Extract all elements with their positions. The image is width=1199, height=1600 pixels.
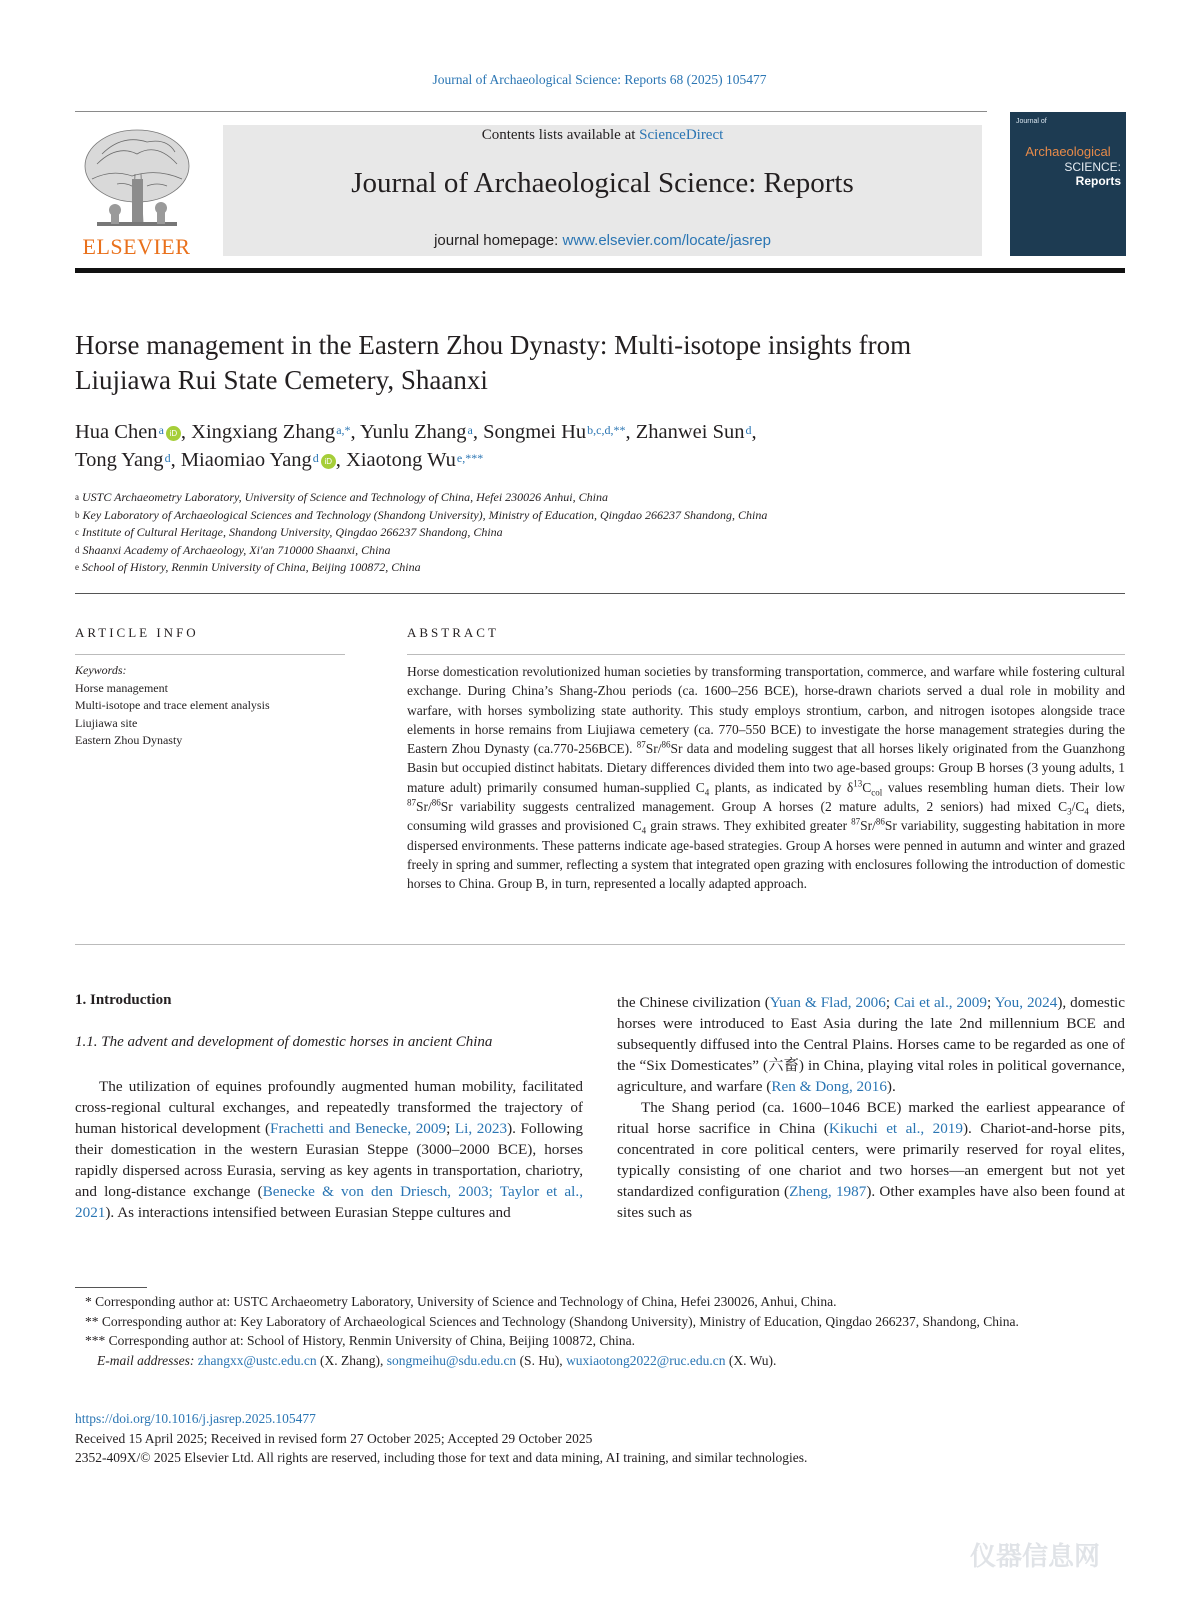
journal-name: Journal of Archaeological Science: Reports (351, 167, 854, 199)
abstract-heading: ABSTRACT (407, 625, 499, 640)
article-info-rule (75, 654, 345, 655)
doi-link[interactable]: https://doi.org/10.1016/j.jasrep.2025.105477 (75, 1411, 316, 1426)
email-link[interactable]: songmeihu@sdu.edu.cn (386, 1352, 517, 1368)
paragraph: the Chinese civilization (Yuan & Flad, 2006; Cai et al., 2009; You, 2024), domestic horses were introduced to East Asia during the late 2nd millennium BCE and subsequently diffused into the Central Plains. Horses came to be regarded as one of the “Six Domesticates” (六畜) in China, playing vital roles in political governance, agriculture, and warfare (Ren & Dong, 2016). (617, 994, 1125, 1095)
section-heading-introduction: 1. Introduction (75, 992, 172, 1008)
elsevier-tree-icon (77, 124, 196, 232)
citation-link[interactable]: Frachetti and Benecke, 2009 (270, 1120, 447, 1137)
author-songmei-hu[interactable]: Songmei Hu$^{b,c,d,**}$ (483, 421, 626, 443)
journal-masthead (223, 125, 982, 256)
citation-link[interactable]: Benecke & von den Driesch, 2003; Taylor et al., 2021 (75, 1183, 583, 1221)
sciencedirect-link[interactable]: ScienceDirect (639, 127, 724, 143)
contents-line (223, 127, 982, 144)
elsevier-wordmark: ELSEVIER (82, 234, 191, 259)
author-list: Hua Chen$^a$ iD , Xingxiang Zhang$^{a,*}$, Yunlu Zhang$^a$, Songmei Hu$^{b,c,d,**}$, Zhanwei Sun$^d$, Tong Yang$^d$, Miaomiao Yang$^d$ iD , Xiaotong Wu$^{e,***}$ (75, 421, 757, 471)
received-dates: Received 15 April 2025; Received in revised form 27 October 2025; Accepted 29 October 2025 (75, 1430, 593, 1446)
affiliation-d: $^d$ Shaanxi Academy of Archaeology, Xi'an 710000 Shaanxi, China (75, 542, 391, 557)
author-zhanwei-sun[interactable]: Zhanwei Sun$^d$ (635, 421, 752, 443)
abstract-body: Horse domestication revolutionized human societies by transforming transportation, commerce, and warfare while fostering cultural exchange. During China’s Shang-Zhou periods (ca. 1600–256 BCE), horse-drawn chariots served a dual role in mobility and warfare, with horses symbolizing state authority. This study employs strontium, carbon, and nitrogen isotopes alongside trace elements in horse remains from Liujiawa cemetery (ca. 770–550 BCE) to investigate the horse management strategies during the Eastern Zhou Dynasty (ca.770-256BCE). $^{87}$Sr/$^{86}$Sr data and modeling suggest that all horses likely originated from the Guanzhong Basin but occupied distinct habitats. Dietary differences divided them into two age-based groups: Group B horses (3 young adults, 1 mature adult) primarily consumed human-supplied $C_4$ plants, as indicated by $\delta^{13}C_{col}$ values resembling human diets. Their low $^{87}$Sr/$^{86}$Sr variability suggests centralized management. Group A horses (2 mature adults, 2 seniors) had mixed $C_3/C_4$ diets, consuming wild grasses and provisioned $C_4$ grain straws. They exhibited greater $^{87}$Sr/$^{86}$Sr variability, suggesting habitation in more dispersed environments. These patterns indicate age-based strategies. Group A horses were penned in autumn and winter and grazed freely in spring and summer, reflecting a system that integrated open grazing with enclosures following the introduction of domestic horses to China. Group B, in turn, represented a locally adapted approach. (407, 664, 1125, 892)
author-tong-yang[interactable]: Tong Yang$^d$ (75, 449, 171, 471)
citation-link[interactable]: Kikuchi et al., 2019 (828, 1120, 963, 1137)
copyright-line: 2352-409X/© 2025 Elsevier Ltd. All rights are reserved, including those for text and data mining, AI training, and similar technologies. (75, 1450, 808, 1465)
watermark-logo: 仪器信息网 (970, 1542, 1101, 1572)
footnotes (75, 1292, 1125, 1370)
keyword-item: Liujiawa site (75, 715, 138, 730)
keywords-label: Keywords: (75, 663, 127, 677)
abstract-rule (407, 654, 1125, 655)
publication-info (75, 1409, 1125, 1468)
footnote-2: ** Corresponding author at: Key Laboratory of Archaeological Sciences and Technology (Shandong University), Ministry of Education, Qingdao 266237, Shandong, China. (85, 1313, 1019, 1329)
elsevier-logo[interactable] (75, 124, 198, 262)
affiliation-a: $^a$ USTC Archaeometry Laboratory, University of Science and Technology of China, Hefei 230026 Anhui, China (75, 490, 608, 504)
affiliation-c: $^c$ Institute of Cultural Heritage, Shandong University, Qingdao 266237 Shandong, China (75, 525, 503, 539)
author-xingxiang-zhang[interactable]: Xingxiang Zhang$^{a,*}$ (191, 421, 351, 443)
article-info-heading: ARTICLE INFO (75, 625, 199, 640)
paragraph: The Shang period (ca. 1600–1046 BCE) marked the earliest appearance of ritual horse sacrifice in China (Kikuchi et al., 2019). Chariot-and-horse pits, concentrated in core political centers, were primarily reserved for royal elites, typically consisting of one chariot and two horses—an emergent but not yet standardized configuration (Zheng, 1987). Other examples have also been found at sites such as (617, 1099, 1125, 1221)
affiliation-rule (75, 593, 1125, 594)
author-miaomiao-yang[interactable]: Miaomiao Yang$^d$ iD (181, 449, 336, 471)
journal-citation-link[interactable]: Journal of Archaeological Science: Reports 68 (2025) 105477 (432, 72, 767, 87)
keyword-item: Multi-isotope and trace element analysis (75, 698, 270, 712)
citation-link[interactable]: Zheng, 1987 (789, 1183, 867, 1200)
contents-prefix: Contents lists available at (481, 127, 640, 143)
keyword-item: Horse management (75, 680, 168, 695)
author-hua-chen[interactable]: Hua Chen$^a$ iD (75, 421, 181, 443)
cover-line-4: Reports (1075, 174, 1121, 188)
affiliations (75, 489, 1125, 577)
citation-link[interactable]: You, 2024 (994, 994, 1058, 1011)
author-yunlu-zhang[interactable]: Yunlu Zhang$^a$ (360, 421, 473, 443)
homepage-line (223, 232, 982, 249)
header-rule (75, 111, 987, 112)
intro-right-column (617, 992, 1125, 1223)
citation-link[interactable]: Li, 2023 (454, 1120, 508, 1137)
article-title: Horse management in the Eastern Zhou Dynasty: Multi-isotope insights from Liujiawa Rui State Cemetery, Shaanxi (75, 330, 912, 395)
journal-cover-thumbnail[interactable] (1010, 112, 1126, 256)
cover-line-3: SCIENCE: (1064, 160, 1121, 174)
email-link[interactable]: zhangxx@ustc.edu.cn (197, 1352, 317, 1368)
masthead-thick-rule (75, 268, 1125, 273)
email-link[interactable]: wuxiaotong2022@ruc.edu.cn (566, 1352, 726, 1368)
email-addresses: E-mail addresses: zhangxx@ustc.edu.cn (X. Zhang), songmeihu@sdu.edu.cn (S. Hu), wuxiaotong2022@ruc.edu.cn (X. Wu). (97, 1352, 777, 1368)
keywords-block (75, 662, 345, 750)
cover-line-2: Archaeological (1025, 144, 1111, 159)
citation-link[interactable]: Yuan & Flad, 2006 (769, 994, 886, 1011)
affiliation-b: $^b$ Key Laboratory of Archaeological Sciences and Technology (Shandong University), Ministry of Education, Qingdao 266237 Shandong, China (75, 507, 768, 522)
citation-link[interactable]: Ren & Dong, 2016 (771, 1078, 887, 1095)
orcid-icon[interactable]: iD (321, 454, 336, 469)
footnote-1: * Corresponding author at: USTC Archaeometry Laboratory, University of Science and Technology of China, Hefei 230026, Anhui, China. (85, 1294, 837, 1309)
footnote-rule (75, 1287, 147, 1288)
affiliation-e: $^e$ School of History, Renmin University of China, Beijing 100872, China (75, 560, 421, 574)
footnote-3: *** Corresponding author at: School of History, Renmin University of China, Beijing 100872, China. (85, 1333, 635, 1348)
abstract-bottom-rule (75, 944, 1125, 945)
intro-left-column: The utilization of equines profoundly augmented human mobility, facilitated cross-regional cultural exchanges, and repeatedly transformed the trajectory of human historical development (Frachetti and Benecke, 2009; Li, 2023). Following their domestication in the western Eurasian Steppe (3000–2000 BCE), horses rapidly dispersed across Eurasia, serving as key agents in transportation, chariotry, and long-distance exchange (Benecke & von den Driesch, 2003; Taylor et al., 2021). As interactions intensified between Eurasian Steppe cultures and (75, 1078, 583, 1221)
subsection-heading: 1.1. The advent and development of domestic horses in ancient China (75, 1034, 493, 1050)
orcid-icon[interactable]: iD (166, 426, 181, 441)
citation-link[interactable]: Cai et al., 2009 (894, 994, 987, 1011)
keyword-item: Eastern Zhou Dynasty (75, 733, 183, 747)
homepage-prefix: journal homepage: (434, 232, 563, 249)
author-xiaotong-wu[interactable]: Xiaotong Wu$^{e,***}$ (346, 449, 484, 471)
homepage-link[interactable]: www.elsevier.com/locate/jasrep (562, 232, 771, 249)
cover-line-1: Journal of (1016, 118, 1047, 125)
